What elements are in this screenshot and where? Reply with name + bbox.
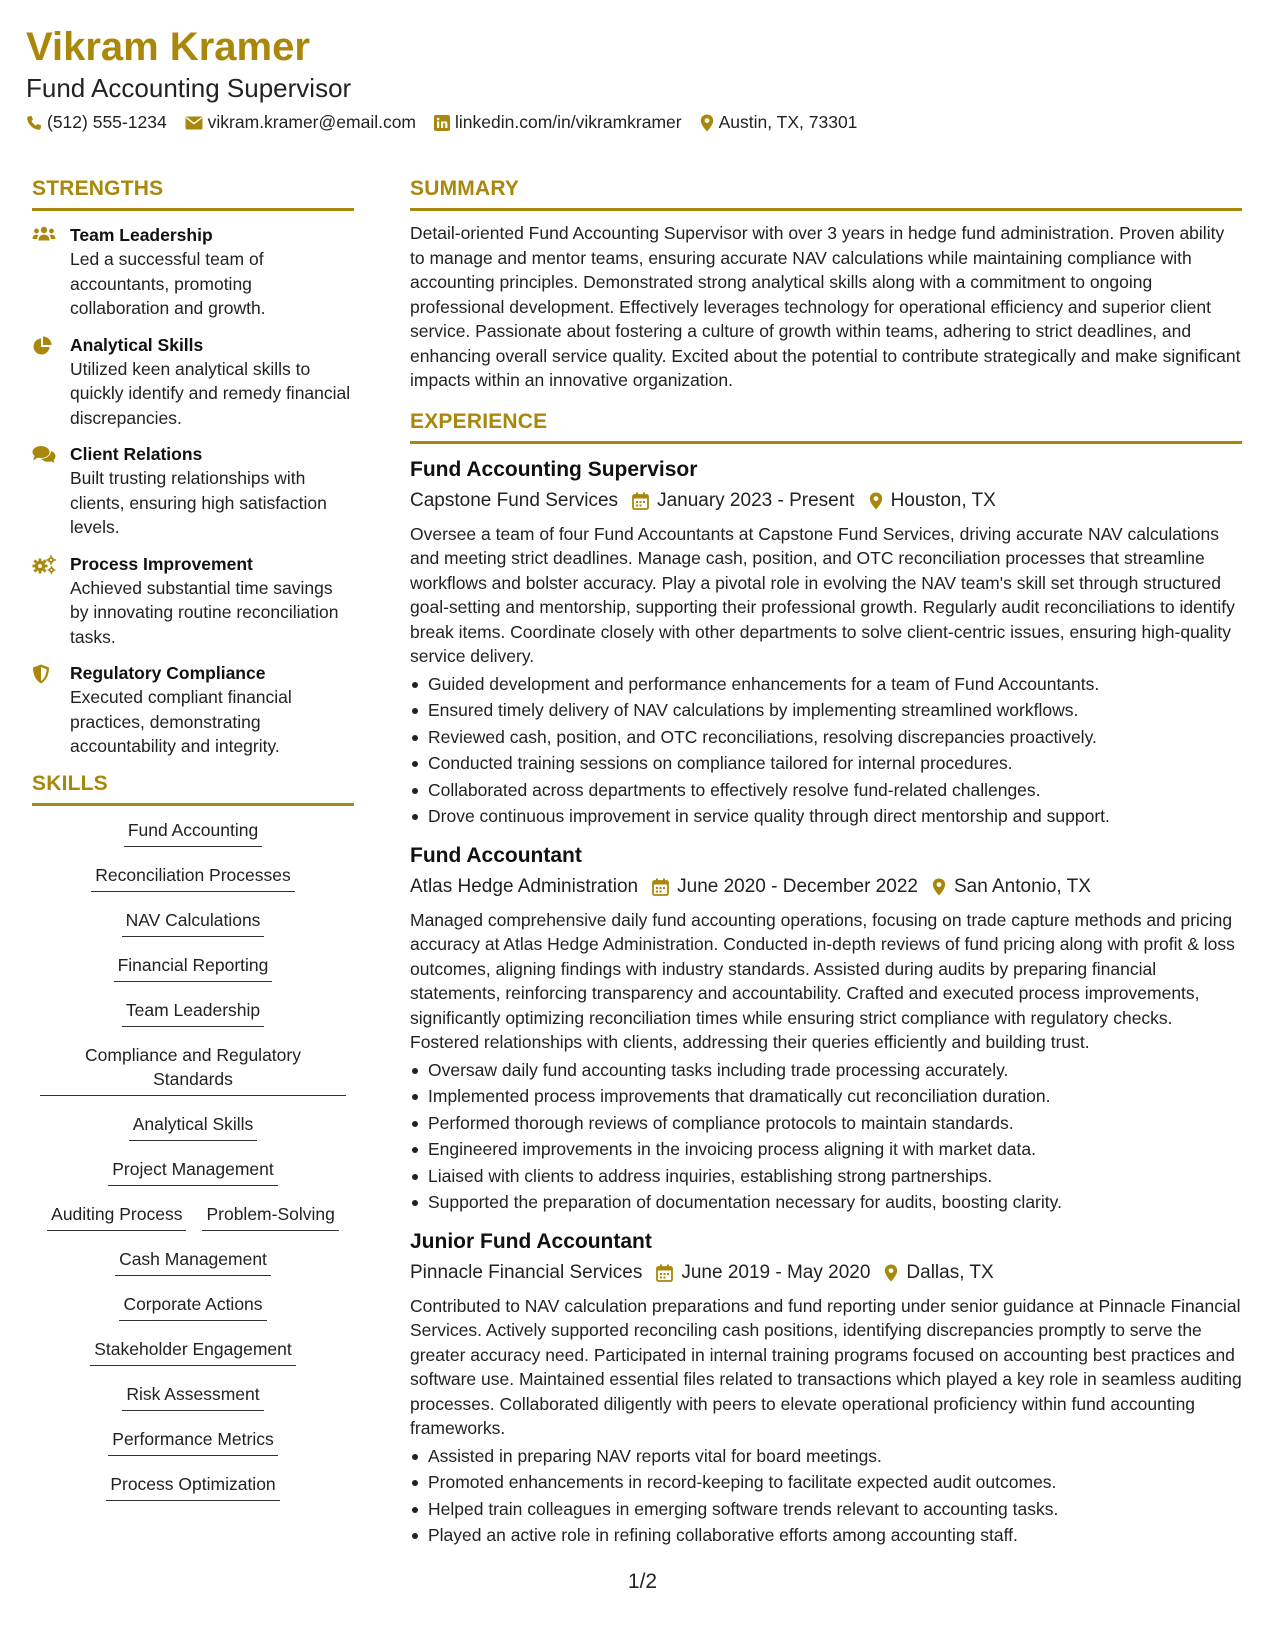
- resume-header: [26, 24, 1235, 133]
- strength-desc: Led a successful team of accountants, promoting collaboration and growth.: [70, 249, 266, 318]
- strength-title: Client Relations: [70, 444, 203, 464]
- strength-title: Regulatory Compliance: [70, 663, 266, 683]
- strength-item: [32, 223, 354, 321]
- experience-heading: EXPERIENCE: [410, 409, 1242, 444]
- pie-chart-icon: [32, 336, 52, 356]
- job-title: Junior Fund Accountant: [410, 1229, 652, 1253]
- skills-list: [32, 818, 354, 1517]
- skills-section: [32, 771, 354, 1517]
- calendar-icon: [652, 878, 669, 896]
- contact-phone: [26, 112, 167, 133]
- strength-desc: Utilized keen analytical skills to quickly identify and remedy financial discrepancies.: [70, 358, 351, 428]
- left-column: [32, 176, 354, 1517]
- strengths-list: [32, 223, 354, 759]
- skill-tag: Auditing Process: [47, 1202, 186, 1231]
- skill-tag: Team Leadership: [122, 998, 264, 1027]
- gears-icon: [32, 555, 56, 575]
- job-entry: [410, 456, 1242, 830]
- job-location: Houston, TX: [890, 489, 996, 511]
- strength-desc: Executed compliant financial practices, demonstrating accountability and integrity.: [70, 687, 292, 756]
- bullet-item: Performed thorough reviews of compliance protocols to maintain standards.: [410, 1110, 1242, 1137]
- right-column: [410, 176, 1242, 1549]
- skill-tag: Fund Accounting: [124, 818, 262, 847]
- calendar-icon: [656, 1264, 673, 1282]
- candidate-title: Fund Accounting Supervisor: [26, 73, 352, 103]
- skill-tag: NAV Calculations: [122, 908, 265, 937]
- contact-location: [700, 112, 858, 133]
- location-text: Austin, TX, 73301: [718, 112, 858, 132]
- page-number: 1/2: [627, 1570, 658, 1593]
- strengths-heading: STRENGTHS: [32, 176, 354, 211]
- job-description: Managed comprehensive daily fund accounting operations, focusing on trade capture methods and pricing accuracy at Atlas Hedge Administration. Conducted in-depth reviews of fund pricing along with profit & loss outcomes, aligning findings with industry standards. Assisted during audits by preparing financial statements, reinforcing transparency and accountability. Crafted and executed process improvements, significantly optimizing reconciliation times while ensuring strict compliance with regulatory checks. Fostered relationships with clients, addressing their queries efficiently and building trust.: [410, 909, 1235, 1052]
- strength-item: [32, 333, 354, 431]
- skill-tag: Risk Assessment: [122, 1382, 263, 1411]
- bullet-item: Implemented process improvements that dramatically cut reconciliation duration.: [410, 1083, 1242, 1110]
- bullet-item: Assisted in preparing NAV reports vital for board meetings.: [410, 1443, 1242, 1470]
- bullet-item: Drove continuous improvement in service quality through direct mentorship and support.: [410, 803, 1242, 830]
- contact-linkedin[interactable]: [434, 112, 682, 133]
- skill-tag: Compliance and Regulatory Standards: [40, 1043, 346, 1096]
- contact-email[interactable]: [185, 112, 416, 133]
- map-pin-icon: [700, 114, 714, 132]
- summary-heading: SUMMARY: [410, 176, 1242, 211]
- job-location: Dallas, TX: [906, 1261, 994, 1283]
- shield-icon: [32, 664, 50, 684]
- phone-icon: [26, 115, 42, 131]
- job-title: Fund Accounting Supervisor: [410, 457, 698, 481]
- bullet-item: Played an active role in refining collaborative efforts among accounting staff.: [410, 1522, 1242, 1549]
- job-company: Capstone Fund Services: [410, 489, 619, 511]
- bullet-item: Promoted enhancements in record-keeping to facilitate expected audit outcomes.: [410, 1469, 1242, 1496]
- job-description: Oversee a team of four Fund Accountants at Capstone Fund Services, driving accurate NAV calculations and meeting strict deadlines. Manage cash, position, and OTC reconciliation processes that streamline workflows and bolster accuracy. Play a pivotal role in evolving the NAV team's skill set through structured goal-setting and mentorship, supporting their professional growth. Regularly audit reconciliations to identify break items. Coordinate closely with other departments to solve client-centric issues, ensuring high-quality service delivery.: [410, 523, 1235, 666]
- users-icon: [32, 226, 56, 242]
- skill-tag: Problem-Solving: [202, 1202, 338, 1231]
- chat-bubbles-icon: [32, 445, 56, 463]
- job-bullets: [410, 671, 1242, 830]
- job-location: San Antonio, TX: [953, 875, 1091, 897]
- map-pin-icon: [932, 878, 946, 896]
- skill-tag: Process Optimization: [106, 1472, 279, 1501]
- bullet-item: Conducted training sessions on compliance tailored for internal procedures.: [410, 750, 1242, 777]
- bullet-item: Ensured timely delivery of NAV calculations by implementing streamlined workflows.: [410, 697, 1242, 724]
- linkedin-text: linkedin.com/in/vikramkramer: [455, 112, 682, 132]
- job-title: Fund Accountant: [410, 843, 582, 867]
- job-description: Contributed to NAV calculation preparations and fund reporting under senior guidance at Pinnacle Financial Services. Actively supported reconciling cash positions, identifying discrepancies promptly to serve the greater accuracy need. Participated in internal training programs focused on accounting best practices and software use. Maintained essential files related to transactions which played a key role in seamless auditing processes. Collaborated diligently with peers to elevate operational proficiency within fund accounting frameworks.: [410, 1295, 1242, 1438]
- phone-text: (512) 555-1234: [47, 112, 167, 132]
- bullet-item: Oversaw daily fund accounting tasks including trade processing accurately.: [410, 1057, 1242, 1084]
- job-bullets: [410, 1443, 1242, 1549]
- bullet-item: Reviewed cash, position, and OTC reconciliations, resolving discrepancies proactively.: [410, 724, 1242, 751]
- job-dates: January 2023 - Present: [657, 489, 855, 511]
- bullet-item: Supported the preparation of documentation necessary for audits, boosting clarity.: [410, 1189, 1242, 1216]
- map-pin-icon: [884, 1264, 898, 1282]
- strength-desc: Built trusting relationships with clients, ensuring high satisfaction levels.: [70, 468, 327, 537]
- job-entry: [410, 1228, 1242, 1549]
- job-meta: [410, 872, 1242, 902]
- strength-item: [32, 442, 354, 540]
- job-meta: [410, 486, 1242, 516]
- job-company: Pinnacle Financial Services: [410, 1261, 643, 1283]
- skill-tag: Financial Reporting: [114, 953, 273, 982]
- summary-text: Detail-oriented Fund Accounting Supervisor with over 3 years in hedge fund administration. Proven ability to manage and mentor teams, ensuring accurate NAV calculations while maintaining compliance with accounting principles. Demonstrated strong analytical skills along with a commitment to ongoing professional development. Effectively leverages technology for operational efficiency and superior client service. Passionate about fostering a culture of growth within teams, adhering to strict deadlines, and enhancing overall service quality. Excited about the potential to contribute strategically and make significant impacts within an innovative organization.: [410, 223, 1241, 390]
- candidate-name: Vikram Kramer: [26, 25, 310, 69]
- strength-title: Team Leadership: [70, 225, 213, 245]
- job-entry: [410, 842, 1242, 1216]
- bullet-item: Liaised with clients to address inquiries, establishing strong partnerships.: [410, 1163, 1242, 1190]
- job-meta: [410, 1258, 1242, 1288]
- skill-tag: Corporate Actions: [119, 1292, 266, 1321]
- strength-item: [32, 552, 354, 650]
- skill-tag: Reconciliation Processes: [91, 863, 295, 892]
- skill-tag: Analytical Skills: [129, 1112, 258, 1141]
- strength-item: [32, 661, 354, 759]
- skill-tag: Cash Management: [115, 1247, 271, 1276]
- skills-heading: SKILLS: [32, 771, 354, 806]
- skill-tag: Stakeholder Engagement: [90, 1337, 296, 1366]
- bullet-item: Guided development and performance enhancements for a team of Fund Accountants.: [410, 671, 1242, 698]
- skill-tag: Project Management: [108, 1157, 277, 1186]
- strength-title: Process Improvement: [70, 553, 253, 574]
- skill-tag: Performance Metrics: [108, 1427, 277, 1456]
- email-text: vikram.kramer@email.com: [207, 112, 417, 132]
- calendar-icon: [632, 492, 649, 510]
- map-pin-icon: [869, 492, 883, 510]
- envelope-icon: [185, 116, 203, 130]
- bullet-item: Helped train colleagues in emerging software trends relevant to accounting tasks.: [410, 1496, 1242, 1523]
- strength-desc: Achieved substantial time savings by innovating routine reconciliation tasks.: [70, 577, 339, 647]
- job-dates: June 2020 - December 2022: [677, 875, 918, 897]
- strength-title: Analytical Skills: [70, 334, 204, 355]
- bullet-item: Collaborated across departments to effectively resolve fund-related challenges.: [410, 777, 1242, 804]
- linkedin-icon: [434, 115, 450, 131]
- job-dates: June 2019 - May 2020: [681, 1261, 871, 1283]
- job-bullets: [410, 1057, 1242, 1216]
- job-company: Atlas Hedge Administration: [410, 875, 639, 897]
- contact-bar: [26, 112, 1235, 133]
- bullet-item: Engineered improvements in the invoicing process aligning it with market data.: [410, 1136, 1242, 1163]
